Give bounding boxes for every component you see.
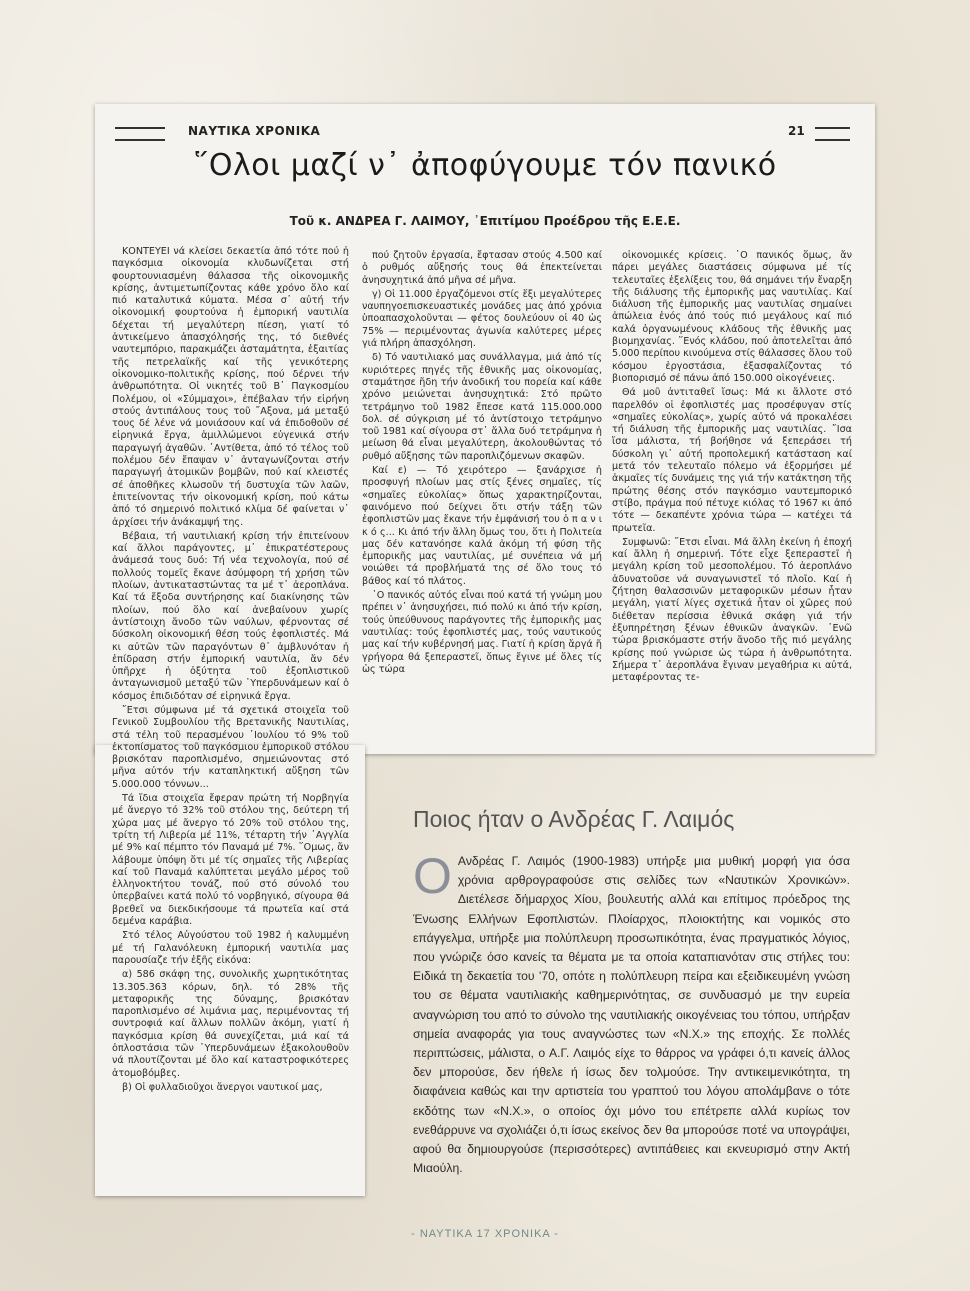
paragraph: Βέβαια, τή ναυτιλιακή κρίση τήν ἐπιτείνουν καί ἄλλοι παράγοντες, μ᾽ ἐπικρατέστερους ἀνάμεσά τους δυό: Τή νέα τεχνολογία, πού σέ πολλούς τομεῖς ἔκανε ἀσύμφορη τή χρήση τῶν πλοίων, ἀντικαταστώντας τα μέ τ᾽ ἀεροπλάνα. Καί τά ἔξοδα συντήρησης καί διακίνησης τῶν πλοίων, πού ὅλο καί ἀνεβαίνουν χωρίς ἀντίστοιχη ἄνοδο τῶν ναύλων, φέρνοντας σέ δύσκολη οἰκονομική θέση τούς ἐφοπλιστές. Μά κι αὐτῶν τῶν παραγόντων θ᾽ ἀμβλυνόταν ἡ ἐπίδραση στήν ἐμπορική ναυτιλία, ἄν δέν ὑπῆρχε ἡ ὀξύτητα τοῦ ἐξοπλιστικοῦ ἀνταγωνισμοῦ μεταξύ τῶν ῾Υπερδυνάμεων καί ὁ κόσμος ἐπιδιδόταν σέ εἰρηνικά ἔργα. bbox=[112, 530, 349, 702]
header-rule-left bbox=[115, 127, 165, 141]
bio-heading: Ποιος ήταν ο Ανδρέας Γ. Λαιμός bbox=[413, 806, 735, 832]
page-footer: - ΝΑΥΤΙΚΑ 17 ΧΡΟΝΙΚΑ - bbox=[411, 1228, 559, 1240]
bio-text bbox=[413, 848, 850, 1178]
paragraph: γ) Οἱ 11.000 ἐργαζόμενοι στίς ἕξι μεγαλύτερες ναυπηγοεπισκευαστικές μονάδες μας ἀπό χρόνια ὑποαπασχολοῦνται — φέτος δουλεύουν οἱ 40 ὡς 75% — περιμένοντας ἀγωνία καλύτερες μέρες γιά πλήρη ἀπασχόληση. bbox=[362, 288, 602, 350]
paragraph: Τά ἴδια στοιχεῖα ἔφεραν πρώτη τή Νορβηγία μέ ἄνεργο τό 32% τοῦ στόλου της, δεύτερη τή χώρα μας μέ ἄνεργο τό 20% τοῦ στόλου της, τρίτη τή Λιβερία μέ 11%, τέταρτη τήν ᾿Αγγλία μέ 9% καί πέμπτο τόν Παναμά μέ 7%. ῞Ομως, ἄν λάβουμε ὑπόψη ὅτι μέ τίς σημαῖες τῆς Λιβερίας καί τοῦ Παναμά καλύπτεται μεγάλο μέρος τοῦ ἑλληνοκτήτου τονάζ, πού στό σύνολό του ὑπερβαίνει κατά πολύ τό νορβηγικό, σίγουρα θά βρεθεῖ να διεκδικήσουμε τά πρωτεῖα καί στά δεμένα καράβια. bbox=[112, 793, 349, 928]
clipping-header bbox=[110, 124, 850, 140]
paragraph: οἰκονομικές κρίσεις. ῾Ο πανικός ὅμως, ἄν πάρει μεγάλες διαστάσεις σύμφωνα μέ τίς τελευταῖες ἐξελίξεις του, θά σημάνει τήν ἔναρξη τῆς διάλυσης τῆς ἐμπορικῆς μας ναυτιλίας. Καί διάλυση τῆς ἐμπορικῆς μας ναυτιλίας σημαίνει ἀπώλεια ἑνός ἀπό τούς πιό μεγάλους καί πιό καλά ὀργανωμένους κλάδους τῆς ἐθνικῆς μας βιομηχανίας. ῞Ενός κλάδου, πού ἀποτελεῖται ἀπό 5.000 περίπου κινούμενα στίς θάλασσες ὅλου τοῦ κόσμου ἐργοστάσια, ἐξασφαλίζοντας τό βιοπορισμό σέ πάνω ἀπό 150.000 οἰκογένειες. bbox=[612, 250, 852, 384]
paragraph: β) Οἱ φυλλαδιοῦχοι ἄνεργοι ναυτικοί μας, bbox=[122, 1081, 323, 1093]
clipping-masthead: ΝΑΥΤΙΚΑ ΧΡΟΝΙΚΑ bbox=[188, 124, 321, 138]
header-rule-right bbox=[815, 127, 850, 141]
paragraph: ῎Ετσι σύμφωνα μέ τά σχετικά στοιχεῖα τοῦ Γενικοῦ Συμβουλίου τῆς Βρετανικῆς Ναυτιλίας, στά τέλη τοῦ περασμένου ᾿Ιουλίου τό 9% τοῦ ἐκτοπίσματος τοῦ παγκόσμιου ἐμπορικοῦ στόλου βρισκόταν παροπλισμένο, σημειώνοντας στό μῆνα αὐτόν τήν καταπληκτική αὔξηση τῶν 5.000.000 τόννων... bbox=[112, 704, 350, 790]
paragraph: Θά μοῦ ἀντιταθεῖ ἴσως: Μά κι ἄλλοτε στό παρελθόν οἱ ἐφοπλιστές μας προσέφυγαν στίς «σημαῖες εὐκολίας», χωρίς αὐτό νά προκαλέσει τή διάλυση τῆς ἐμπορικῆς μας ναυτιλίας. ῎Ισα ἴσα μάλιστα, τή βοήθησε νά ξεπεράσει τή δύσκολη γι᾽ αὐτή προπολεμική κατάσταση καί μετά τόν τελευταῖο πόλεμο νά ἐξορμήσει μέ ἀκμαῖες τίς δυνάμεις της γιά τήν κατάκτηση τῆς πρώτης θέσης στόν παγκόσμιο ναυτεμπορικό στίβο, πράγμα πού πέτυχε κιόλας τό 1967 κι ἀπό τότε — δεκαπέντε χρόνια τώρα — κατέχει τά πρωτεῖα. bbox=[612, 387, 852, 534]
paragraph: α) 586 σκάφη της, συνολικῆς χωρητικότητας 13.305.363 κόρων, δηλ. τό 28% τῆς μεταφορικῆς της δύναμης, βρισκόταν παροπλισμένο σέ λιμάνια μας, περιμένοντας τή συντροφιά καί ἄλλων πολλῶν ἀκόμη, γιατί ἡ παγκόσμια κρίση θά συνεχίζεται, μιά καί τά ὁπλοστάσια τῶν ῾Υπερδυνάμεων ἐξακολουθοῦν νά πλουτίζονται μέ ὅλο καί καταστροφικότερες ἀτομοβόμβες. bbox=[112, 969, 349, 1079]
article-column-1 bbox=[112, 246, 349, 1096]
clipping-page-number: 21 bbox=[788, 124, 805, 138]
paragraph: ΚΟΝΤΕΥΕΙ νά κλείσει δεκαετία ἀπό τότε πού ἡ παγκόσμια οἰκονομία κλυδωνίζεται στή φουρτουνιασμένη θάλασσα τῆς οἰκονομικῆς κρίσης, ἀντιμετωπίζοντας κάθε χρόνο ὅλο καί πιό καταλυτικά κύματα. Μέσα σ᾽ αὐτή τήν οἰκονομική φουρτούνα ἡ ἐμπορική ναυτιλία δέχεται τή μεγαλύτερη πίεση, γιατί τό ἀντικείμενο ἀπασχόλησής της, τό διεθνές ναυτεμπόριο, παρακμάζει ἀσταμάτητα, ἐξαιτίας τῆς πετρελαϊκῆς καί τῆς γενικότερης οἰκονομικο-πολιτικῆς κρίσης, πού δέρνει τήν ἀνθρωπότητα. Οἱ νικητές τοῦ Β᾽ Παγκοσμίου Πολέμου, οἱ «Σύμμαχοι», ἐπέβαλαν τήν εἰρήνη στούς ἀντιπάλους τους τοῦ ῎Αξονα, μά μεταξύ τους δέ λένε νά μονιάσουν καί νά ἐπιδοθοῦν σέ εἰρηνικά ἔργα, ἁμιλλώμενοι εὐγενικά στήν παραγωγή ἀγαθῶν. ᾿Αντίθετα, ἀπό τό τέλος τοῦ πολέμου δέν ἔπαψαν ν᾽ ἀνταγωνίζονται στήν παραγωγή ἀτομικῶν βομβῶν, πού καί κλειστές σέ ἀποθῆκες κλωσοῦν τή δυστυχία τῶν λαῶν, ἐπιτείνοντας τήν οἰκονομική κρίση, πού κάτω ἀπό τό σημερινό πολιτικό κλίμα δέ φαίνεται ν᾽ ἀρχίσει τήν ἀνάκαμψή της. bbox=[112, 246, 349, 528]
drop-cap: Ο bbox=[413, 848, 452, 904]
article-column-2 bbox=[362, 250, 602, 678]
bio-body: Ανδρέας Γ. Λαιμός (1900-1983) υπήρξε μια μυθική μορφή για όσα χρόνια αρθρογραφούσε στις σελίδες των «Ναυτικών Χρονικών». Διετέλεσε δήμαρχος Χίου, βουλευτής αλλά και επίτιμος πρόεδρος της Ένωσης Ελλήνων Εφοπλιστών. Πλοίαρχος, πλοιοκτήτης και νομικός στο επάγγελμα, υπήρξε μια πολύπλευρη προσωπικότητα, ένας πραγματικός λόγιος, που γνώριζε όσο κανείς τα θέματα με τα οποία καταπιανόταν στις στήλες του: Ειδικά τη δεκαετία του '70, οπότε η πολύπλευρη πείρα και εξειδικευμένη γνώση του σε θέματα ναυτιλιακής καθημερινότητας, σε συνδυασμό με την ευρεία αναγνώριση του από το σύνολο της ναυτιλιακής οικογένειας του τόπου, υπήρξαν σημεία αναφοράς για τους αναγνώστες των «Ν.Χ.» της εποχής. Σε πολλές περιπτώσεις, μάλιστα, ο Α.Γ. Λαιμός είχε το θάρρος να γράφει ό,τι κανείς άλλος δεν μπορούσε, δεν ήθελε ή ίσως δεν τολμούσε. Την αντικειμενικότητα, τη διαφάνεια καθώς και την αρτιστεία του γραπτού του λόγου απολάμβανε ο τότε εκδότης των «Ν.Χ.», ο οποίος όχι μόνο του επέτρεπε αλλά κυρίως τον ενεθάρρυνε να σχολιάζει ό,τι ίσως εκείνος δεν θα μπορούσε ποτέ να υπογράψει, αφού θα δημιουργούσε (περισσότερες) αντιπάθειες και εκνευρισμό στην Ακτή Μιαούλη. bbox=[413, 854, 850, 1176]
paragraph: πού ζητοῦν ἐργασία, ἔφτασαν στούς 4.500 καί ὁ ρυθμός αὔξησής τους θά ἐπεκτείνεται ἀνησυχητικά ἀπό μῆνα σέ μῆνα. bbox=[362, 250, 602, 286]
paragraph: Συμφωνῶ: ῎Ετσι εἶναι. Μά ἄλλη ἐκείνη ἡ ἐποχή καί ἄλλη ἡ σημερινή. Τότε εἶχε ξεπεραστεῖ ἡ μεγάλη κρίση τοῦ μεσοπολέμου. Τό ἀεροπλάνο ἀδυνατοῦσε νά συναγωνιστεῖ τό πλοῖο. Καί ἡ ζήτηση θαλασσινῶν μεταφορικῶν μέσων ἦταν μεγάλη, γιατί λίγες σχετικά ἦταν οἱ χῶρες πού διέθεταν περίσσια ἐθνικά σκάφη γιά τήν ἐξυπηρέτηση ξένων ἐθνικῶν ἀναγκῶν. ᾿Ενῶ τώρα βρισκόμαστε στήν ἄνοδο τῆς πιό μεγάλης κρίσης πού γνώρισε ὡς τώρα ἡ ἀνθρωπότητα. Σήμερα τ᾽ ἀεροπλάνα ἔγιναν μεγαθήρια κι αὐτά, μεταφέροντας τε- bbox=[612, 536, 852, 684]
paragraph: ῾Ο πανικός αὐτός εἶναι πού κατά τή γνώμη μου πρέπει ν᾽ ἀνησυχήσει, πιό πολύ κι ἀπό τήν κρίση, τούς ὑπεύθυνους παράγοντες τῆς ἐμπορικῆς μας ναυτιλίας: τούς ἐφοπλιστές μας, τούς ναυτικούς μας καί τήν κυβέρνησή μας. Γιατί ἡ κρίση ἄργά ἤ γρήγορα θά ξεπεραστεῖ, ὅπως ἔγινε μέ ὅλες τίς ὡς τώρα bbox=[362, 590, 602, 675]
article-byline: Τοῦ κ. ΑΝΔΡΕΑ Γ. ΛΑΙΜΟΥ, ᾿Επιτίμου Προέδρου τῆς Ε.Ε.Ε. bbox=[289, 214, 681, 228]
paragraph: δ) Τό ναυτιλιακό μας συνάλλαγμα, μιά ἀπό τίς κυριότερες πηγές τῆς ἐθνικῆς μας οἰκονομίας, σταμάτησε ἤδη τήν ἀνοδική του πορεία καί κάθε χρόνο μειώνεται ἀνησυχητικά: Στό πρῶτο τετράμηνο τοῦ 1982 ἔπεσε κατά 115.000.000 δολ. σέ σύγκριση μέ τό ἀντίστοιχο τετράμηνο τοῦ 1981 καί σίγουρα στ᾽ ἄλλα δυό τετράμηνα ἡ μείωση θά εἶναι μεγαλύτερη, ἀκολουθώντας τό ρυθμό αὔξησης τῶν παροπλιζόμενων σκαφῶν. bbox=[362, 352, 602, 462]
paragraph: Καί ε) — Τό χειρότερο — ξανάρχισε ἡ προσφυγή πλοίων μας στίς ξένες σημαῖες, τίς «σημαῖες εὐκολίας» ὅπως χαρακτηρίζονται, φαινόμενο πού δείχνει ὅτι στήν τάξη τῶν ἐφοπλιστῶν μας ἔκανε τήν ἐμφάνισή του ὁ π α ν ι κ ό ς... Κι ἀπό τήν ἄλλη ὅμως του, ὅτι ἡ Πολιτεία μας δέν κατανόησε καλά ἀκόμη τή φύση τῆς ἐμπορικῆς μας ναυτιλίας, μέ συνέπεια νά μή νοιώθει τά προβλήματά της σέ ὅλο τους τό βάθος καί τό πλάτος. bbox=[362, 465, 602, 587]
article-column-3 bbox=[612, 250, 852, 686]
paragraph: Στό τέλος Αὐγούστου τοῦ 1982 ἡ καλυμμένη μέ τή Γαλανόλευκη ἐμπορική ναυτιλία μας παρουσίαζε τήν ἑξῆς εἰκόνα: bbox=[112, 930, 349, 966]
article-title: ῞Ολοι μαζί ν᾽ ἀποφύγουμε τόν πανικό bbox=[193, 148, 777, 183]
